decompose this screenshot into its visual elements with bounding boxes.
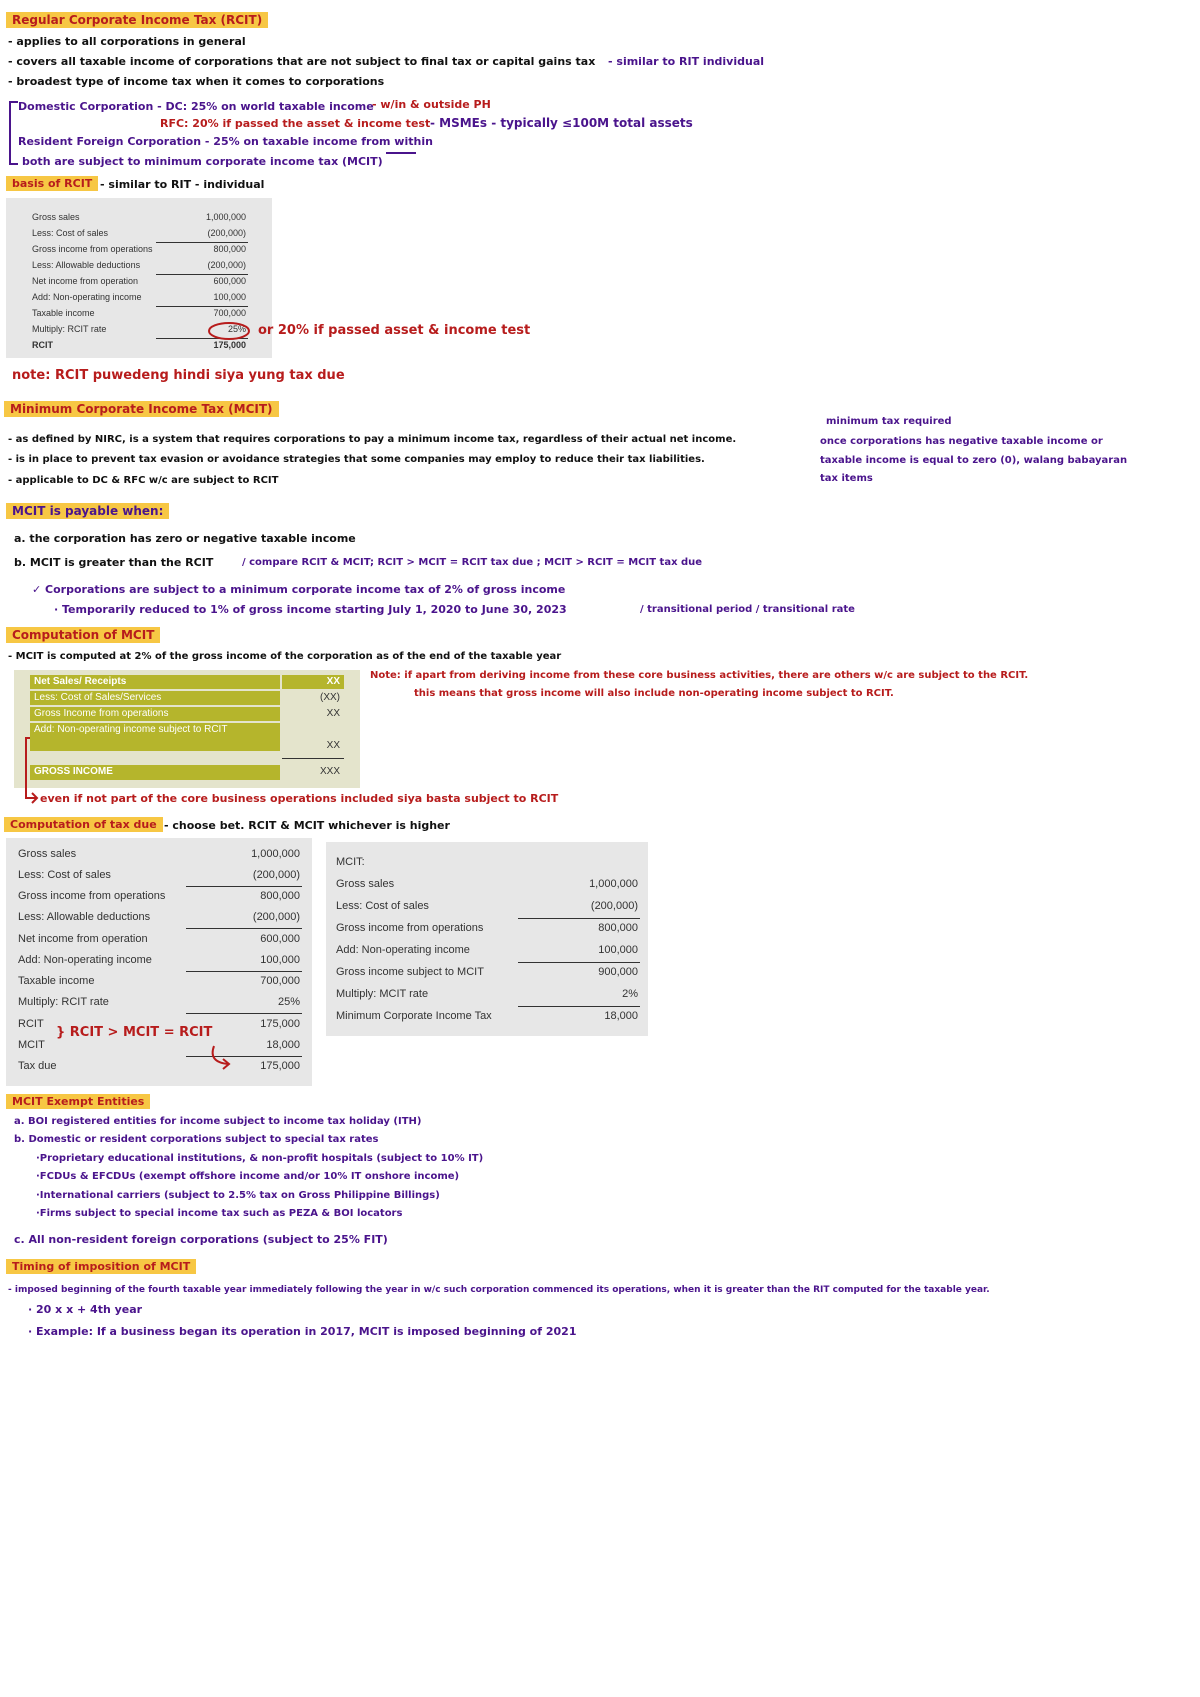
comp-mcit-heading: Computation of MCIT <box>6 627 160 643</box>
table-row-label: Net income from operation <box>18 933 148 945</box>
temp-line: · Temporarily reduced to 1% of gross income starting July 1, 2020 to June 30, 2023 <box>54 603 567 616</box>
basis-note: - similar to RIT - individual <box>100 178 265 191</box>
table-row-value: 2% <box>622 988 638 1000</box>
dc-note: - w/in & outside PH <box>372 98 491 111</box>
table-row-label: Gross income subject to MCIT <box>336 966 484 978</box>
table-row-label: Tax due <box>18 1060 57 1072</box>
table-row-value: 1,000,000 <box>589 878 638 890</box>
dc-line: Domestic Corporation - DC: 25% on world taxable income <box>18 100 374 113</box>
rate-note: or 20% if passed asset & income test <box>258 323 531 338</box>
table-row-label: Add: Non-operating income subject to RCIT <box>34 724 228 735</box>
timing-heading: Timing of imposition of MCIT <box>6 1259 196 1274</box>
table-row-value: 100,000 <box>213 292 246 302</box>
table-row-value: (200,000) <box>207 228 246 238</box>
table-row-label: Add: Non-operating income <box>336 944 470 956</box>
gross-income-table <box>14 670 360 788</box>
table-row-value: 175,000 <box>213 340 246 350</box>
table-row-label: Less: Cost of sales <box>18 869 111 881</box>
table-row-label: Gross income from operations <box>18 890 166 902</box>
basis-heading: basis of RCIT <box>6 176 98 191</box>
timing-sub: · 20 x x + 4th year <box>28 1303 143 1316</box>
payable-heading: MCIT is payable when: <box>6 503 169 519</box>
table-row-value: (200,000) <box>590 900 638 912</box>
taxdue-heading: Computation of tax due <box>4 817 163 832</box>
table-row-label: Less: Cost of sales <box>336 900 429 912</box>
table-row-label: Multiply: RCIT rate <box>32 324 107 334</box>
rcit-bullet: - applies to all corporations in general <box>8 35 246 48</box>
exempt-line: ·FCDUs & EFCDUs (exempt offshore income and/or 10% IT onshore income) <box>36 1171 460 1182</box>
table-row-label: Less: Cost of Sales/Services <box>34 692 162 703</box>
exempt-line: ·International carriers (subject to 2.5% tax on Gross Philippine Billings) <box>36 1190 440 1201</box>
table-row-value: 700,000 <box>213 308 246 318</box>
rcit-similar-note: - similar to RIT individual <box>608 55 765 68</box>
table-row-label: Gross income from operations <box>336 922 484 934</box>
taxdue-right-table <box>326 842 648 1036</box>
mcit-bullet: - as defined by NIRC, is a system that requires corporations to pay a minimum income tax, regardless of their actual net income. <box>8 434 737 445</box>
rcit-heading: Regular Corporate Income Tax (RCIT) <box>6 12 268 28</box>
underline-within <box>386 152 416 154</box>
both-line: both are subject to minimum corporate income tax (MCIT) <box>22 155 383 168</box>
table-row-label: RCIT <box>18 1018 44 1030</box>
table-row-label: Less: Allowable deductions <box>32 260 141 270</box>
comp-mcit-note: Note: if apart from deriving income from these core business activities, there are others w/c are subject to the RCIT. <box>370 670 1029 681</box>
table-row-label: Taxable income <box>32 308 95 318</box>
timing-sub: · Example: If a business began its operation in 2017, MCIT is imposed beginning of 2021 <box>28 1325 577 1338</box>
timing-line: - imposed beginning of the fourth taxable year immediately following the year in w/c such corporation commenced its operations, when it is greater than the RIT computed for the taxable year. <box>8 1285 990 1295</box>
msme-note: - MSMEs - typically ≤100M total assets <box>430 116 693 130</box>
curved-arrow-icon <box>208 1044 238 1072</box>
exempt-line: ·Firms subject to special income tax such as PEZA & BOI locators <box>36 1208 403 1219</box>
mcit-bullet: - is in place to prevent tax evasion or avoidance strategies that some companies may employ to reduce their tax liabilities. <box>8 454 705 465</box>
table-row-value: 25% <box>227 324 246 334</box>
comp-mcit-note: this means that gross income will also include non-operating income subject to RCIT. <box>414 688 894 699</box>
table-row-label: Minimum Corporate Income Tax <box>336 1010 492 1022</box>
table-row-label: Gross Income from operations <box>34 708 169 719</box>
temp-note: / transitional period / transitional rate <box>640 604 855 615</box>
mcit-title: MCIT: <box>336 856 365 868</box>
comp-mcit-line: - MCIT is computed at 2% of the gross income of the corporation as of the end of the taxable year <box>8 651 562 662</box>
basis-note2: note: RCIT puwedeng hindi siya yung tax due <box>12 368 345 383</box>
table-row-value: (200,000) <box>252 911 300 923</box>
table-row-label: Multiply: MCIT rate <box>336 988 429 1000</box>
table-row-value: 700,000 <box>260 975 300 987</box>
mcit-side-line: tax items <box>820 473 873 484</box>
table-row-value: 900,000 <box>598 966 638 978</box>
check-line: ✓ Corporations are subject to a minimum corporate income tax of 2% of gross income <box>32 583 566 596</box>
table-row-label: Multiply: RCIT rate <box>18 996 109 1008</box>
mcit-heading: Minimum Corporate Income Tax (MCIT) <box>4 401 279 417</box>
table-row-label: GROSS INCOME <box>34 766 113 777</box>
table-row-label: Less: Allowable deductions <box>18 911 151 923</box>
table-row-label: Net income from operation <box>32 276 139 286</box>
table-row-value: XX <box>326 676 340 687</box>
table-row-value: 100,000 <box>598 944 638 956</box>
exempt-line: a. BOI registered entities for income subject to income tax holiday (ITH) <box>14 1116 422 1127</box>
table-row-value: (200,000) <box>252 869 300 881</box>
payable-item: b. MCIT is greater than the RCIT <box>14 556 214 569</box>
rfc-line: Resident Foreign Corporation - 25% on taxable income from within <box>18 135 433 148</box>
table-row-label: Add: Non-operating income <box>32 292 142 302</box>
rfc-alt: RFC: 20% if passed the asset & income test <box>160 117 431 130</box>
arrow-note: even if not part of the core business operations included siya basta subject to RCIT <box>40 792 559 805</box>
table-row-value: 800,000 <box>598 922 638 934</box>
exempt-line: ·Proprietary educational institutions, & non-profit hospitals (subject to 10% IT) <box>36 1153 484 1164</box>
exempt-heading: MCIT Exempt Entities <box>6 1094 150 1109</box>
table-row-value: 1,000,000 <box>205 212 246 222</box>
mcit-side-line: taxable income is equal to zero (0), walang babayaran <box>820 455 1128 466</box>
table-row-value: 100,000 <box>260 954 300 966</box>
mcit-side-line: once corporations has negative taxable income or <box>820 436 1103 447</box>
arrow-icon <box>20 736 40 806</box>
rcit-bullet: - broadest type of income tax when it comes to corporations <box>8 75 385 88</box>
table-row-label: Gross income from operations <box>32 244 153 254</box>
table-row-value: 600,000 <box>213 276 246 286</box>
table-row-value: (XX) <box>320 692 340 703</box>
table-row-label: Gross sales <box>18 848 77 860</box>
table-row-value: 800,000 <box>260 890 300 902</box>
table-row-value: 1,000,000 <box>251 848 300 860</box>
taxdue-note: - choose bet. RCIT & MCIT whichever is higher <box>164 819 450 832</box>
table-row-label: Taxable income <box>18 975 95 987</box>
mcit-bullet: - applicable to DC & RFC w/c are subject to RCIT <box>8 475 279 486</box>
brace-note: } RCIT > MCIT = RCIT <box>56 1025 213 1040</box>
rcit-bullet: - covers all taxable income of corporations that are not subject to final tax or capital gains tax <box>8 55 596 68</box>
table-row-value: (200,000) <box>207 260 246 270</box>
table-row-value: XX <box>326 740 340 751</box>
compare-note: / compare RCIT & MCIT; RCIT > MCIT = RCIT tax due ; MCIT > RCIT = MCIT tax due <box>242 557 703 568</box>
taxdue-left-table <box>6 838 312 1086</box>
table-row-value: 18,000 <box>604 1010 638 1022</box>
table-row-value: 25% <box>277 996 300 1008</box>
payable-item: a. the corporation has zero or negative taxable income <box>14 532 356 545</box>
table-row-value: 18,000 <box>266 1039 300 1051</box>
exempt-line: b. Domestic or resident corporations subject to special tax rates <box>14 1134 379 1145</box>
table-row-label: Gross sales <box>32 212 80 222</box>
mcit-side-title: minimum tax required <box>826 416 952 427</box>
table-row-value: 175,000 <box>260 1060 300 1072</box>
table-row-label: Net Sales/ Receipts <box>34 676 127 687</box>
table-row-value: XX <box>326 708 340 719</box>
table-row-value: 175,000 <box>260 1018 300 1030</box>
table-row-label: Add: Non-operating income <box>18 954 152 966</box>
table-row-value: 600,000 <box>260 933 300 945</box>
table-row-value: XXX <box>319 766 340 777</box>
table-row-label: RCIT <box>32 340 53 350</box>
exempt-line: c. All non-resident foreign corporations (subject to 25% FIT) <box>14 1233 388 1246</box>
table-row-label: MCIT <box>18 1039 45 1051</box>
circle-mark-icon <box>206 320 252 342</box>
table-row-label: Less: Cost of sales <box>32 228 109 238</box>
table-row-value: 800,000 <box>213 244 246 254</box>
table-row-label: Gross sales <box>336 878 395 890</box>
